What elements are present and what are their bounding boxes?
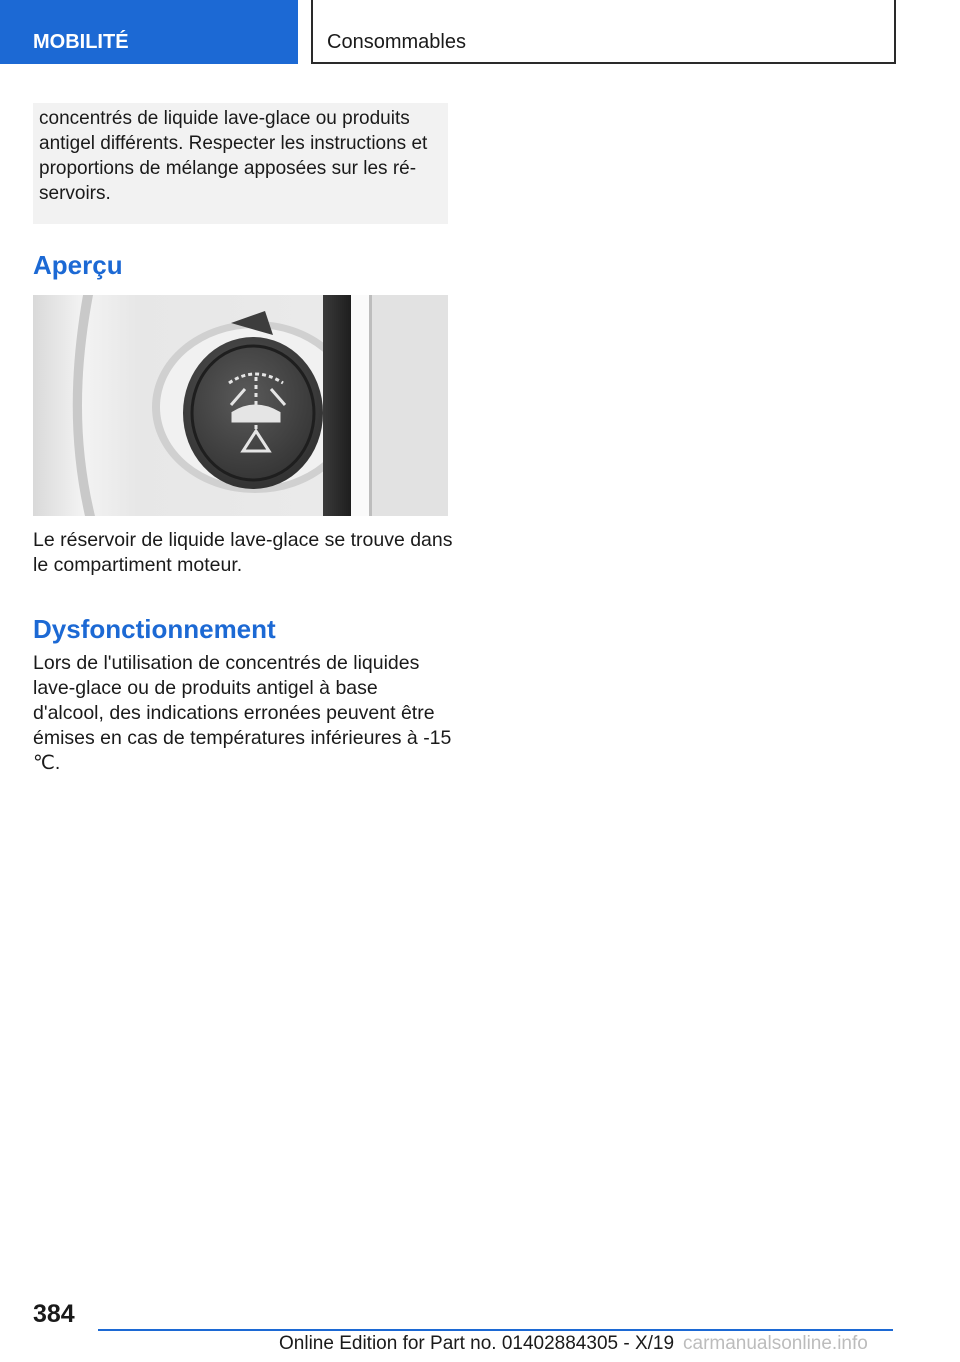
watermark: carmanualsonline.info	[683, 1333, 868, 1354]
section-paragraph-apercu: Le réservoir de liquide lave-glace se trouve dans le compartiment moteur.	[33, 529, 453, 576]
footer-divider	[98, 1329, 893, 1331]
section-heading-apercu: Aperçu	[33, 250, 123, 280]
page-number: 384	[33, 1300, 75, 1328]
washer-reservoir-photo	[33, 295, 448, 516]
section-heading-dysfonctionnement: Dysfonctionnement	[33, 614, 276, 644]
header-section-label: MOBILITÉ	[0, 0, 298, 64]
note-box: concentrés de liquide lave-glace ou produits antigel différents. Respecter les instructions et proportions de mélange apposées sur les réservoirs.	[33, 103, 448, 224]
footer-edition: Online Edition for Part no. 01402884305 - X/19	[279, 1333, 675, 1354]
header-chapter-label: Consommables	[311, 0, 896, 64]
section-paragraph-dysfonctionnement: Lors de l'utilisation de concentrés de liquides lave-glace ou de produits antigel à base d'alcool, des indications erronées peuvent être émises en cas de températures inférieures à -15 ℃.	[33, 652, 452, 774]
